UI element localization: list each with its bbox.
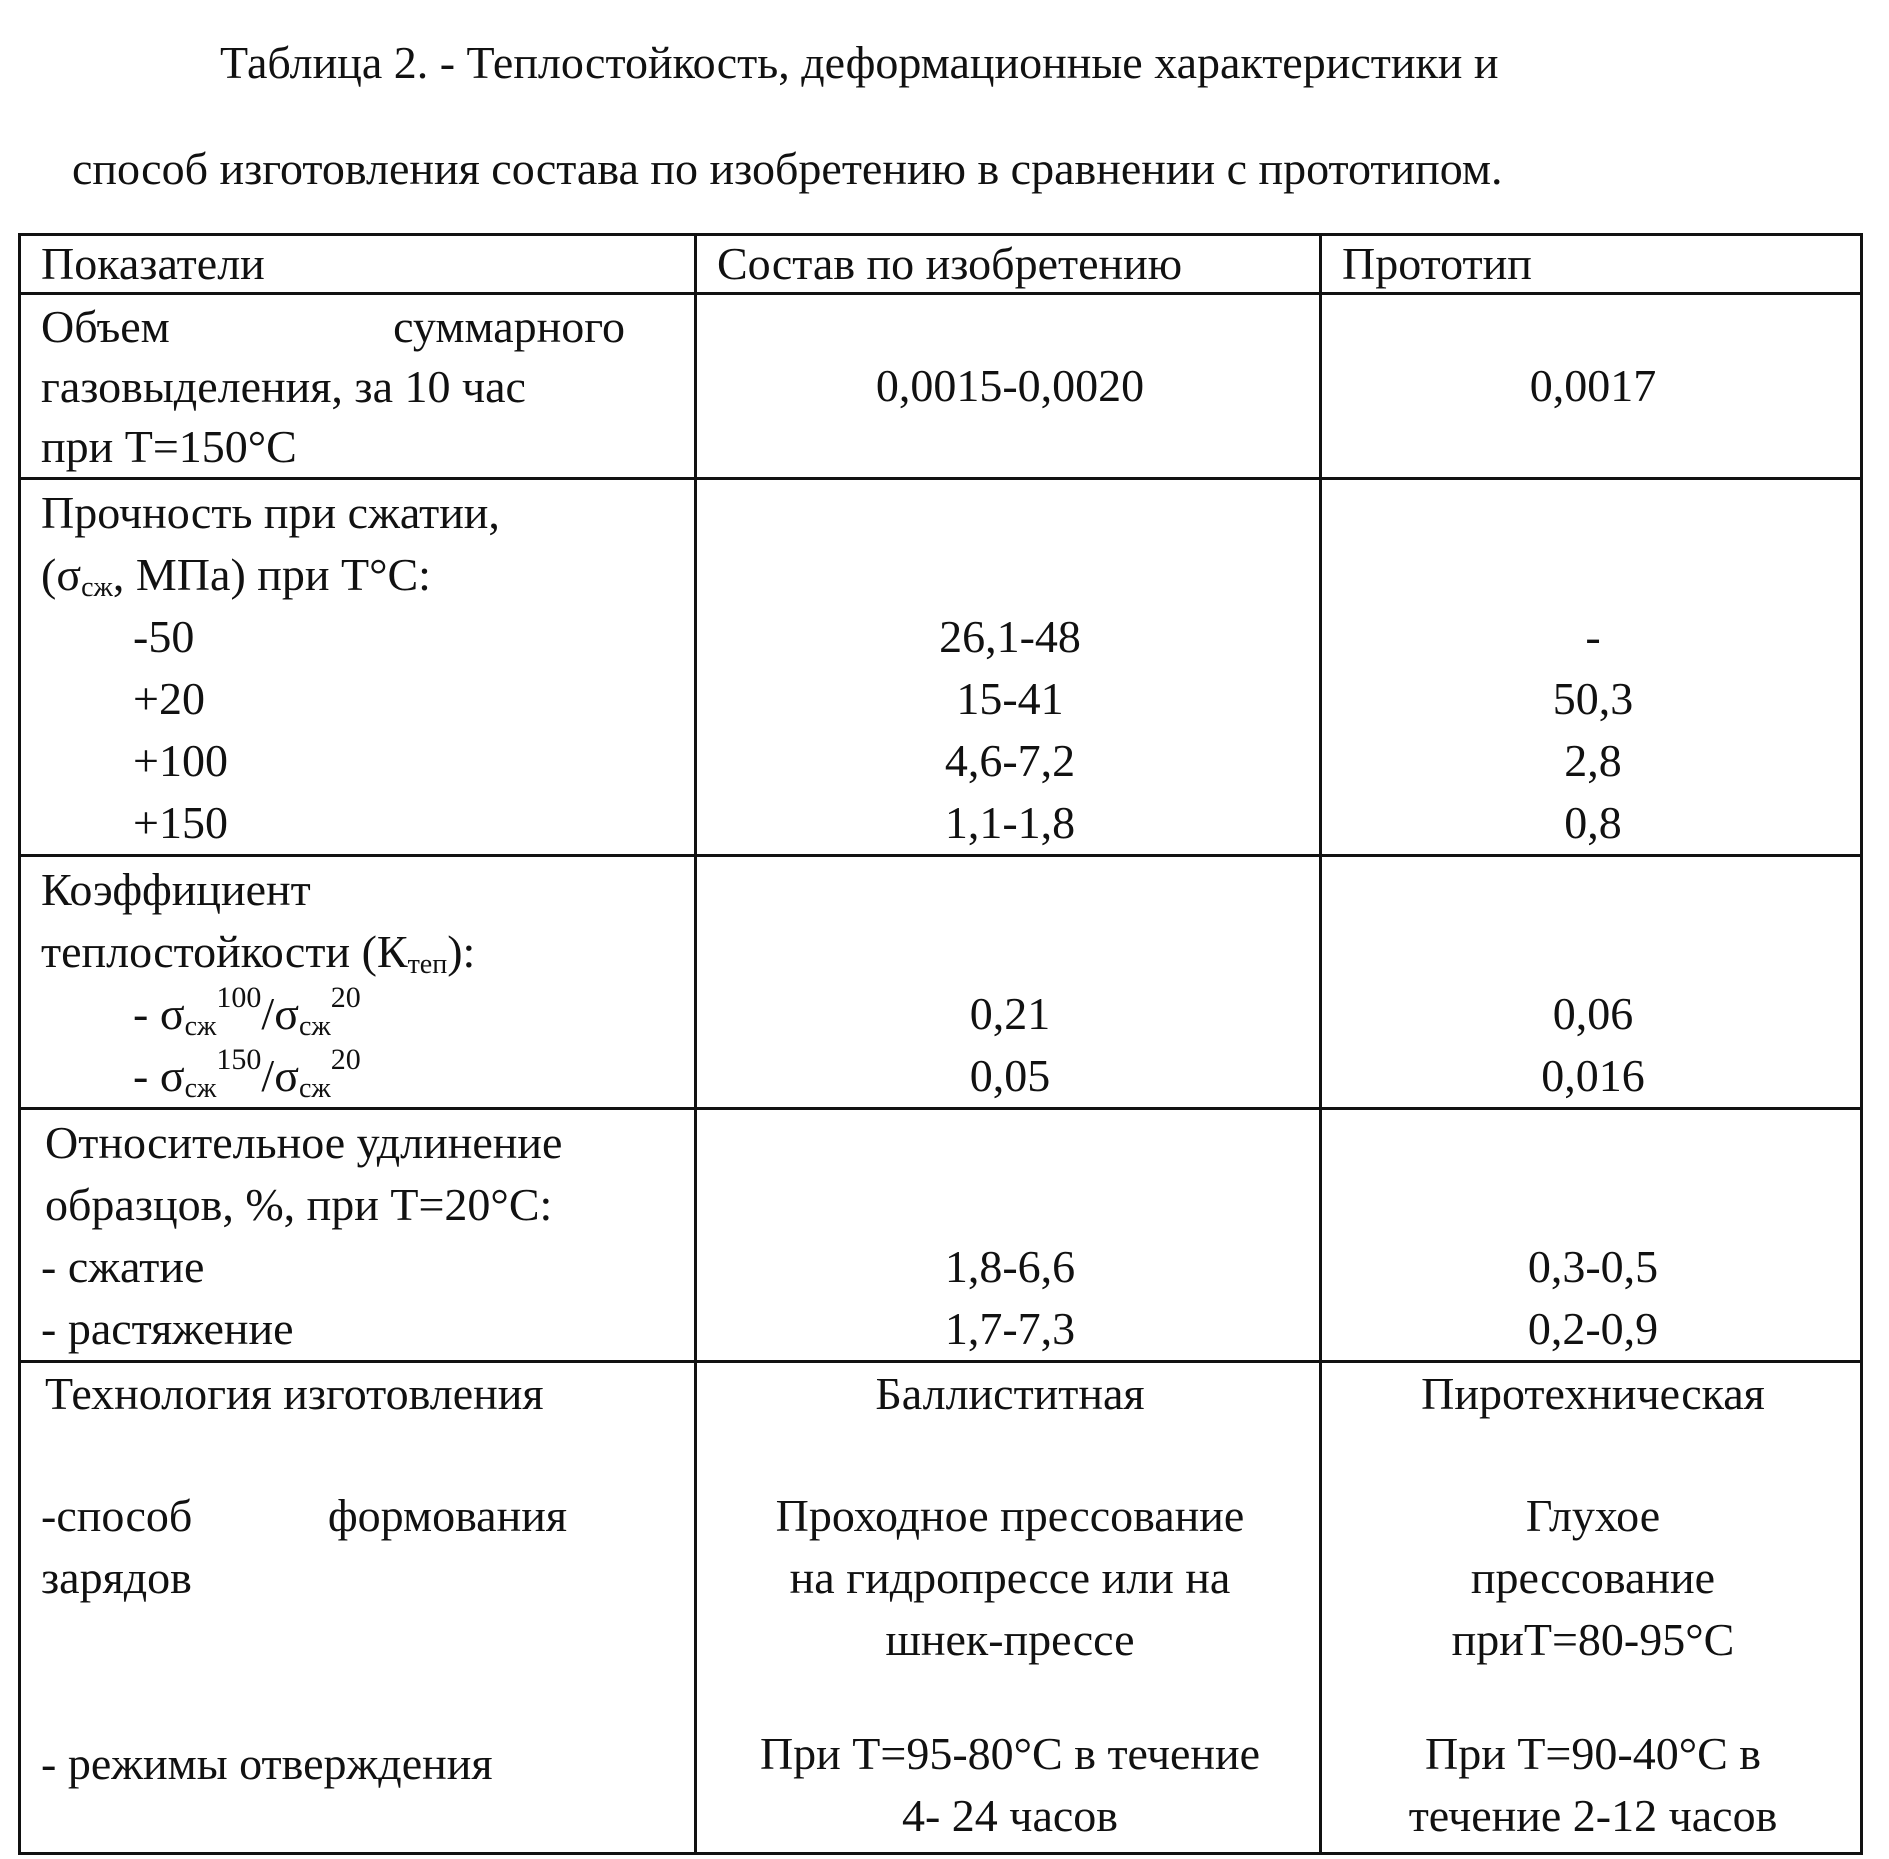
header-prototype: Прототип [1321,235,1862,294]
curing-inv-2: 4- 24 часов [901,1790,1118,1841]
forming-inv-3: шнек-прессе [885,1614,1135,1665]
elongation-proto-1: 0,3-0,5 [1527,1241,1659,1292]
caption-line-1: Таблица 2. - Теплостойкость, деформационные характеристики и [220,37,1499,88]
heat-proto-1: 0,06 [1552,988,1634,1039]
strength-temp-1: -50 [133,611,195,662]
strength-temp-2: +20 [133,673,205,724]
technology-label [20,1362,696,1854]
strength-inv-1: 26,1-48 [939,611,1081,662]
elongation-label-line-1: Относительное удлинение [45,1117,563,1168]
elongation-inv-1: 1,8-6,6 [944,1241,1076,1292]
forming-inv-1: Проходное прессование [775,1490,1245,1541]
strength-prototype [1321,479,1862,856]
elongation-label-line-2: образцов, %, при Т=20°С: [45,1179,553,1230]
strength-unit: , МПа) при Т°С: [112,549,431,600]
forming-proto-1: Глухое [1525,1490,1661,1541]
elongation-row-2-label: - растяжение [41,1303,294,1354]
curing-proto-2: течение 2-12 часов [1408,1790,1778,1841]
curing-inv-1: При Т=95-80°С в течение [759,1728,1261,1779]
forming-label-line-2: зарядов [41,1552,192,1603]
gas-label-line-3: при Т=150°С [41,421,297,472]
strength-temp-4: +150 [133,797,228,848]
strength-proto-2: 50,3 [1552,673,1634,724]
heat-ratio-1: - $\sigma_{сж}^{100}/\sigma_{сж}^{20}$ [133,981,361,1042]
strength-label [20,479,696,856]
gas-label-line-2: газовыделения, за 10 час [41,361,526,412]
strength-sigma: (σ [41,549,82,600]
row-technology [20,1362,1862,1854]
row-compressive-strength [20,479,1862,856]
curing-label: - режимы отверждения [41,1738,493,1789]
heat-invention [696,856,1321,1109]
strength-invention [696,479,1321,856]
gas-label [20,294,696,479]
header-row [20,235,1862,294]
gas-prototype: 0,0017 [1321,294,1862,479]
elongation-prototype [1321,1109,1862,1362]
forming-proto-3: приТ=80-95°С [1451,1614,1735,1665]
row-gas-release [20,294,1862,479]
elongation-inv-2: 1,7-7,3 [944,1303,1076,1354]
technology-proto-type: Пиротехническая [1421,1368,1765,1419]
header-indicators: Показатели [20,235,696,294]
heat-inv-1: 0,21 [969,988,1051,1039]
strength-temp-3: +100 [133,735,228,786]
heat-label [20,856,696,1109]
elongation-row-1-label: - сжатие [41,1241,205,1292]
gas-label-word-2: суммарного [393,301,625,352]
technology-inv-type: Баллиститная [875,1368,1145,1419]
strength-inv-2: 15-41 [956,673,1064,724]
heat-prototype [1321,856,1862,1109]
data-table [18,233,1863,1855]
technology-invention [696,1362,1321,1854]
strength-proto-4: 0,8 [1564,797,1622,848]
curing-proto-1: При Т=90-40°С в [1425,1728,1761,1779]
strength-proto-1: - [1585,611,1601,662]
heat-ratio-2: - $\sigma_{сж}^{150}/\sigma_{сж}^{20}$ [133,1043,361,1104]
row-elongation [20,1109,1862,1362]
elongation-label [20,1109,696,1362]
elongation-proto-2: 0,2-0,9 [1527,1303,1659,1354]
table-caption [72,10,1832,222]
heat-label-line-2: теплостойкости $(К_{теп})$: [41,926,476,980]
strength-proto-3: 2,8 [1564,735,1622,786]
elongation-invention [696,1109,1321,1362]
gas-label-word-1: Объем [41,301,170,352]
heat-label-line-1: Коэффициент [41,864,311,915]
technology-prototype [1321,1362,1862,1854]
strength-inv-3: 4,6-7,2 [944,735,1076,786]
heat-proto-2: 0,016 [1541,1050,1645,1101]
header-invention: Состав по изобретению [696,235,1321,294]
forming-label-line-1: -способ формования [41,1490,567,1541]
strength-inv-4: 1,1-1,8 [944,797,1076,848]
heat-k-sub: теп [407,949,448,980]
strength-label-line-1: Прочность при сжатии, [41,487,500,538]
caption-line-2: способ изготовления состава по изобретению в сравнении с прототипом. [72,143,1503,194]
forming-proto-2: прессование [1470,1552,1716,1603]
strength-sigma-sub: сж [81,572,113,603]
row-heat-coefficient [20,856,1862,1109]
strength-label-line-2 [41,544,678,606]
technology-label-line: Технология изготовления [45,1368,544,1419]
forming-inv-2: на гидропрессе или на [789,1552,1231,1603]
gas-invention: 0,0015-0,0020 [696,294,1321,479]
heat-inv-2: 0,05 [969,1050,1051,1101]
